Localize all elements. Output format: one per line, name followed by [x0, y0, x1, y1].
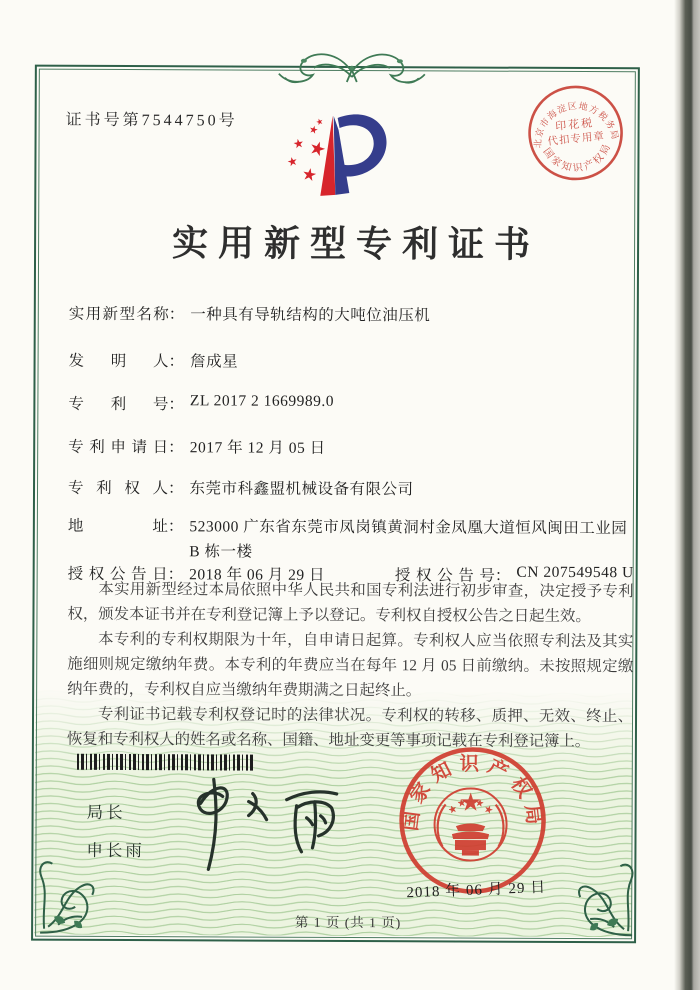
- signoff-title: 局长: [86, 802, 126, 823]
- cnipa-patent-logo-icon: [283, 104, 433, 209]
- svg-text:国家知识产权局: 国家知识产权局: [400, 754, 545, 833]
- barcode: [77, 754, 254, 771]
- field-label: 实用新型名称: [68, 305, 169, 324]
- svg-text:印花税: 印花税: [554, 117, 595, 133]
- field-utility-model-name: 实用新型名称 ： 一种具有导轨结构的大吨位油压机: [69, 302, 635, 326]
- signoff-block: [86, 799, 145, 861]
- commissioner-signature: [168, 769, 358, 880]
- field-grant-row: 授权公告日 ： 2018 年 06 月 29 日 授权公告号 ： CN 207549548 U: [67, 563, 634, 585]
- field-grant-number: 授权公告号 ： CN 207549548 U: [394, 563, 634, 585]
- tax-stamp-seal: [525, 83, 625, 183]
- scan-edge-shadow: [674, 0, 700, 990]
- legal-text-block: [67, 577, 634, 754]
- seal-date: 2018 年 06 月 29 日: [406, 879, 547, 902]
- field-patentee: 专利权人 ： 东莞市科鑫盟机械设备有限公司: [67, 479, 414, 499]
- field-address: 地址 ： 523000 广东省东莞市凤岗镇黄洞村金凤凰大道恒风闽田工业园 B 栋一楼: [67, 517, 628, 561]
- page-number: 第 1 页 (共 1 页): [294, 914, 402, 931]
- cnipa-seal: [396, 744, 549, 897]
- svg-text:代扣专用章: 代扣专用章: [547, 131, 606, 148]
- signoff-name: 申长雨: [86, 840, 145, 861]
- certificate-number: 证书号第7544750号: [65, 111, 238, 130]
- border-ornament-top-icon: [257, 44, 447, 93]
- field-patent-number: 专利号 ： ZL 2017 2 1669989.0: [68, 392, 335, 414]
- paragraph: 本专利的专利权期限为十年，自申请日起算。专利权人应当依照专利法及其实施细则规定缴纳年费。本专利的年费应当在每年 12 月 05 日前缴纳。未按照规定缴纳年费的，专利权自应当缴纳年费期满之日起终止。: [67, 630, 634, 700]
- certificate-title: 实用新型专利证书: [171, 223, 541, 265]
- svg-text:北京市海淀区地方税务局: 北京市海淀区地方税务局: [532, 100, 621, 149]
- paragraph: 本实用新型经过本局依照中华人民共和国专利法进行初步审查，决定授予专利权，颁发本证书并在专利登记簿上予以登记。专利权自授权公告之日起生效。: [67, 580, 634, 626]
- svg-text:国家知识产权局: 国家知识产权局: [540, 140, 614, 175]
- field-value: 一种具有导轨结构的大吨位油压机: [190, 306, 431, 325]
- field-inventor: 发明人 ： 詹成星: [68, 352, 239, 371]
- paragraph: 专利证书记载专利权登记时的法律状况。专利权的转移、质押、无效、终止、恢复和专利权人的姓名或名称、国籍、地址变更等事项记载在专利登记簿上。: [66, 705, 634, 751]
- national-emblem-icon: [434, 788, 506, 860]
- field-filing-date: 专利申请日 ： 2017 年 12 月 05 日: [68, 438, 326, 457]
